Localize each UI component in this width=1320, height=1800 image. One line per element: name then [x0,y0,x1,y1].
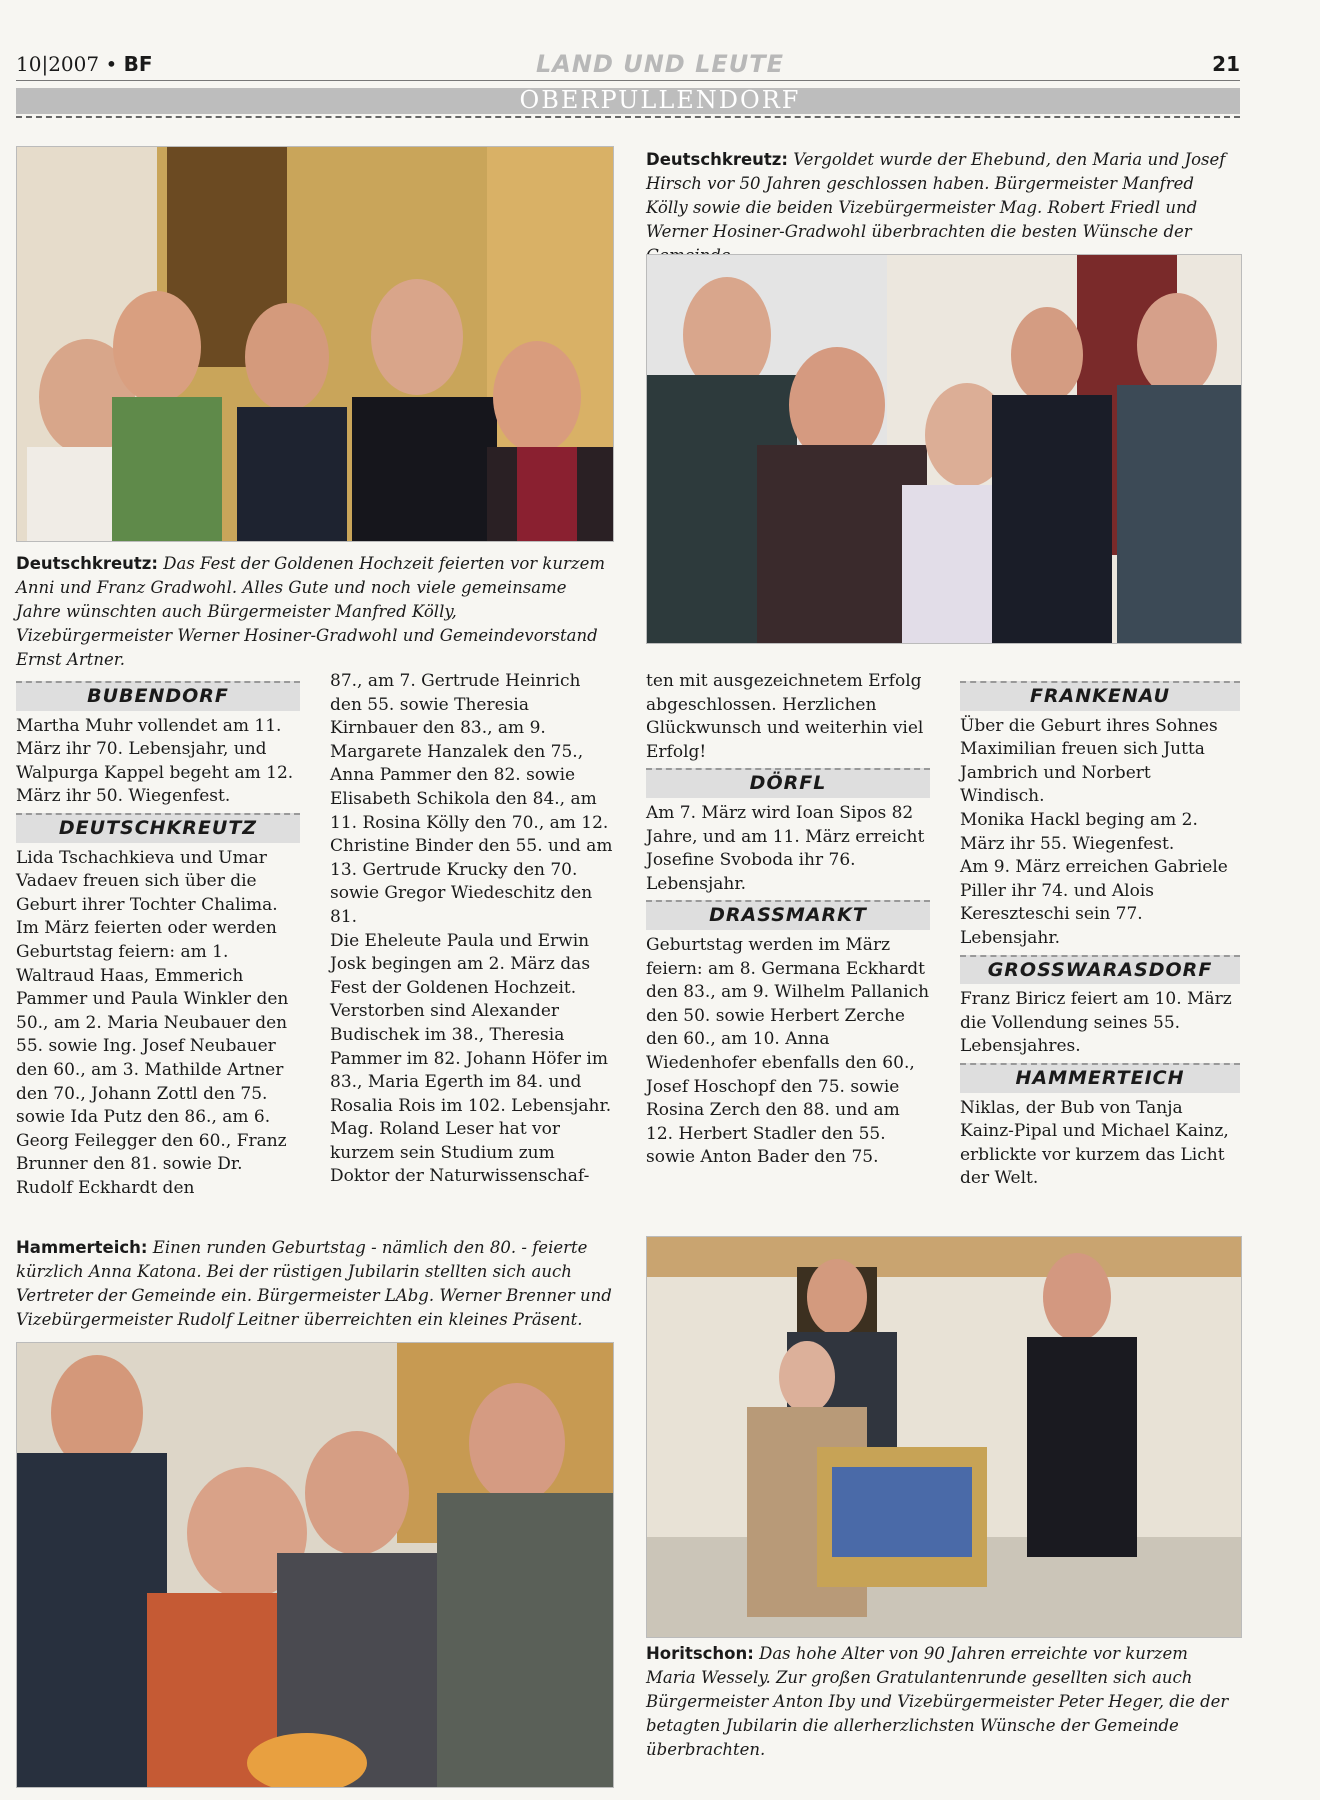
section-head-doerfl: DÖRFL [646,768,930,798]
photo-bottom-left [16,1342,614,1788]
caption-text: Vergoldet wurde der Ehebund, den Maria und Josef Hirsch vor 50 Jahren geschlossen haben. Bürgermeister Manfred Kölly sowie die beiden Vizebürgermeister Mag. Robert Friedl und Werner Hosiner-Gradwohl überbrachten die besten Wünsche der [646,150,1226,241]
column-1 [16,677,300,1200]
page-number: 21 [1212,52,1240,76]
caption-top-right [646,148,1240,268]
caption-top-left [16,552,616,672]
text-bubendorf: Martha Muhr vollendet am 11. März ihr 70. Lebensjahr, und Walpurga Kappel begeht am 12. März ihr 50. Wiegenfest. [16,715,294,807]
text-col2-2: Die Eheleute Paula und Erwin Josk begingen am 2. März das Fest der Goldenen Hochzeit. Verstorben sind Alexander Budischek im 38., Theresia Pammer im 82. Johann Höfer im 83., Maria Egerth im 84. und Rosalia Rois im 102. Lebensjahr. [330,930,612,1116]
section-head-drassmarkt: DRASSMARKT [646,900,930,930]
text-frankenau-3: Am 9. März erreichen Gabriele Piller ihr 74. und Alois Kereszteschi sein 77. Lebensjahr. [960,857,1228,948]
caption-place: Hammerteich: [16,1238,148,1257]
text-col3-0: ten mit ausgezeichnetem Erfolg abgeschlossen. Herzlichen Glückwunsch und weiterhin viel Erfolg! [646,671,924,762]
issue-label [16,52,153,76]
caption-text: Einen runden Geburtstag - nämlich den 80. - feierte kürzlich Anna Katona. Bei der rüstigen Jubilarin stellten sich auch Vertreter der Gemeinde ein. Bürgermeister LAbg. Werner Brenner und Vizebürgermeister Rudolf Leitner überreichten ein kleines Präsent. [16,1238,612,1329]
column-3 [646,670,930,1170]
photo-top-left [16,146,614,542]
caption-place: Deutschkreutz: [16,554,159,573]
caption-place: Horitschon: [646,1644,754,1663]
text-col2-1: 87., am 7. Gertrude Heinrich den 55. sowie Theresia Kirnbauer den 83., am 9. Margarete Hanzalek den 75., Anna Pammer den 82. sowie Elisabeth Schikola den 84., am 11. Rosina Kölly den 70., am 12. Christine Binder den 55. und am 13. Gertrude Krucky den 70. sowie Gregor Wiedeschitz den 81. [330,671,613,927]
caption-bottom-right [646,1642,1240,1762]
column-2 [330,670,614,1189]
brand-label: BF [123,52,153,76]
caption-place: Deutschkreutz: [646,150,789,169]
text-drassmarkt: Geburtstag werden im März feiern: am 8. Germana Eckhardt den 83., am 9. Wilhelm Pallanich den 50. sowie Herbert Zerche den 60., am 10. Anna Wiedenhofer ebenfalls den 60., Josef Hoschopf den 75. sowie Rosina Zerch den 88. und am 12. Herbert Stadler den 55. sowie Anton Bader den 75. [646,934,930,1168]
text-deutschkreutz: Lida Tschachkieva und Umar Vadaev freuen sich über die Geburt ihrer Tochter Chalima. Im März feierten oder werden Geburtstag feiern: am 1. Waltraud Haas, Emmerich Pammer und Paula Winkler den 50., am 2. Maria Neubauer den 55. sowie Ing. Josef Neubauer den 60., am 3. Mathilde Artner den 70., Johann Zottl den 75. sowie Ida Putz den 86., am 6. Georg Feilegger den 60., Franz Brunner den 81. sowie Dr. Rudolf Eckhardt den [16,847,289,1198]
section-head-deutschkreutz: DEUTSCHKREUTZ [16,813,300,843]
text-doerfl: Am 7. März wird Ioan Sipos 82 Jahre, und am 11. März erreicht Josefine Svoboda ihr 76. Lebensjahr. [646,802,925,894]
text-hammerteich: Niklas, der Bub von Tanja Kainz-Pipal und Michael Kainz, erblickte vor kurzem das Licht der Welt. [960,1097,1229,1189]
header-dashed-rule [16,116,1240,118]
photo-bottom-right [646,1236,1242,1638]
text-frankenau-1: Über die Geburt ihres Sohnes Maximilian freuen sich Jutta Jambrich und Norbert Windisch. [960,715,1218,807]
section-head-frankenau: FRANKENAU [960,681,1240,711]
column-4 [960,677,1240,1191]
header-rule [16,80,1240,81]
region-title: OBERPULLENDORF [519,86,801,114]
text-col2-3: Mag. Roland Leser hat vor kurzem sein Studium zum Doktor der Naturwissenschaf- [330,1119,590,1187]
issue-number: 10|2007 • [16,52,118,76]
text-grosswarasdorf: Franz Biricz feiert am 10. März die Vollendung seines 55. Lebensjahres. [960,989,1232,1057]
section-head-bubendorf: BUBENDORF [16,681,300,711]
section-head-hammerteich: HAMMERTEICH [960,1063,1240,1093]
caption-text: Das hohe Alter von 90 Jahren erreichte vor kurzem Maria Wessely. Zur großen Gratulantenrunde gesellten sich auch Bürgermeister Anton Iby und Vizebürgermeister Peter Heger, die der betagten Jubilarin die allerherzlichsten Wünsche der Gemeinde überbrachten. [646,1644,1229,1759]
caption-text: Das Fest der Goldenen Hochzeit feierten vor kurzem Anni und Franz Gradwohl. Alles Gute und noch viele gemeinsame Jahre wünschten auch Bürgermeister Manfred Kölly, Vizebürgermeister Werner Hosiner-Gradwohl und Gemeindevorstand Ernst Artner. [16,554,606,669]
section-head-grosswarasdorf: GROSSWARASDORF [960,955,1240,985]
caption-bottom-left [16,1236,616,1332]
photo-top-right [646,254,1242,644]
text-frankenau-2: Monika Hackl beging am 2. März ihr 55. Wiegenfest. [960,809,1198,854]
section-title: LAND UND LEUTE [535,50,785,78]
